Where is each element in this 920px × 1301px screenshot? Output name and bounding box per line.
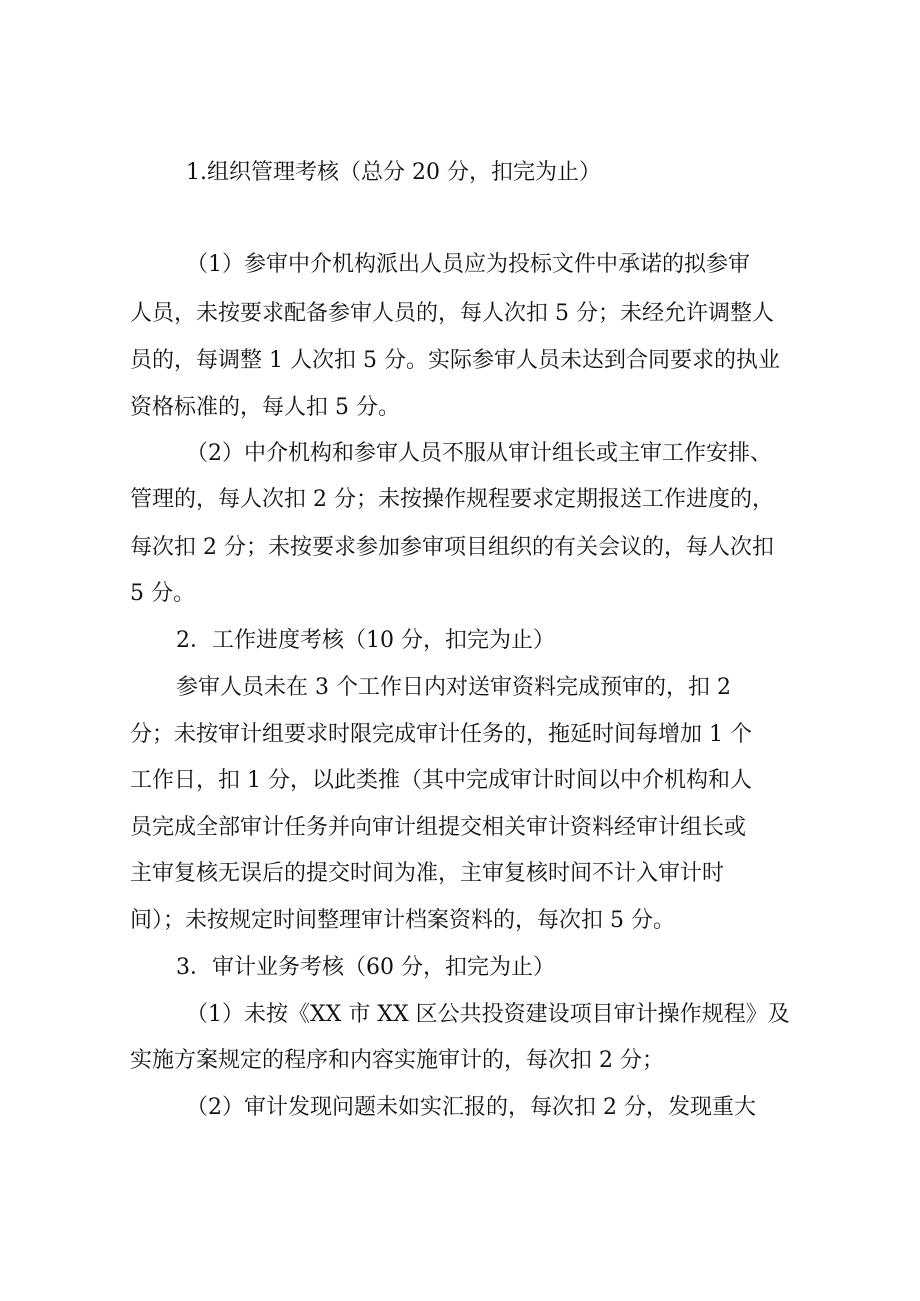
section-1-heading: 1.组织管理考核（总分 20 分，扣完为止） — [186, 160, 601, 185]
s1-p2-line-2: 管理的，每人次扣 2 分；未按操作规程要求定期报送工作进度的， — [130, 487, 774, 512]
s1-p2-line-4: 5 分。 — [130, 581, 195, 606]
s2-p1-line-3: 工作日，扣 1 分，以此类推（其中完成审计时间以中介机构和人 — [130, 768, 752, 793]
s1-p1-line-2: 人员，未按要求配备参审人员的，每人次扣 5 分；未经允许调整人 — [130, 301, 774, 326]
s3-p1-line-2: 实施方案规定的程序和内容实施审计的，每次扣 2 分； — [130, 1048, 664, 1073]
s2-p1-line-4: 员完成全部审计任务并向审计组提交相关审计资料经审计组长或 — [130, 815, 747, 840]
s2-p1-line-6: 间）；未按规定时间整理审计档案资料的，每次扣 5 分。 — [130, 908, 675, 933]
s1-p1-line-3: 员的，每调整 1 人次扣 5 分。实际参审人员未达到合同要求的执业 — [130, 348, 780, 373]
s2-p1-line-2: 分；未按审计组要求时限完成审计任务的，拖延时间每增加 1 个 — [130, 722, 752, 747]
s2-p1-line-5: 主审复核无误后的提交时间为准，主审复核时间不计入审计时 — [130, 861, 725, 886]
s3-p2-line-1: （2）审计发现问题未如实汇报的，每次扣 2 分，发现重大 — [186, 1095, 756, 1120]
s1-p1-line-1: （1）参审中介机构派出人员应为投标文件中承诺的拟参审 — [186, 252, 750, 277]
section-2-heading: 2．工作进度考核（10 分，扣完为止） — [176, 628, 555, 653]
s1-p2-line-1: （2）中介机构和参审人员不服从审计组长或主审工作安排、 — [186, 441, 772, 466]
s3-p1-line-1: （1）未按《XX 市 XX 区公共投资建设项目审计操作规程》及 — [186, 1002, 790, 1027]
s1-p1-line-4: 资格标准的，每人扣 5 分。 — [130, 395, 400, 420]
section-3-heading: 3．审计业务考核（60 分，扣完为止） — [176, 955, 555, 980]
s2-p1-line-1: 参审人员未在 3 个工作日内对送审资料完成预审的，扣 2 — [176, 675, 731, 700]
s1-p2-line-3: 每次扣 2 分；未按要求参加参审项目组织的有关会议的，每人次扣 — [130, 535, 774, 560]
